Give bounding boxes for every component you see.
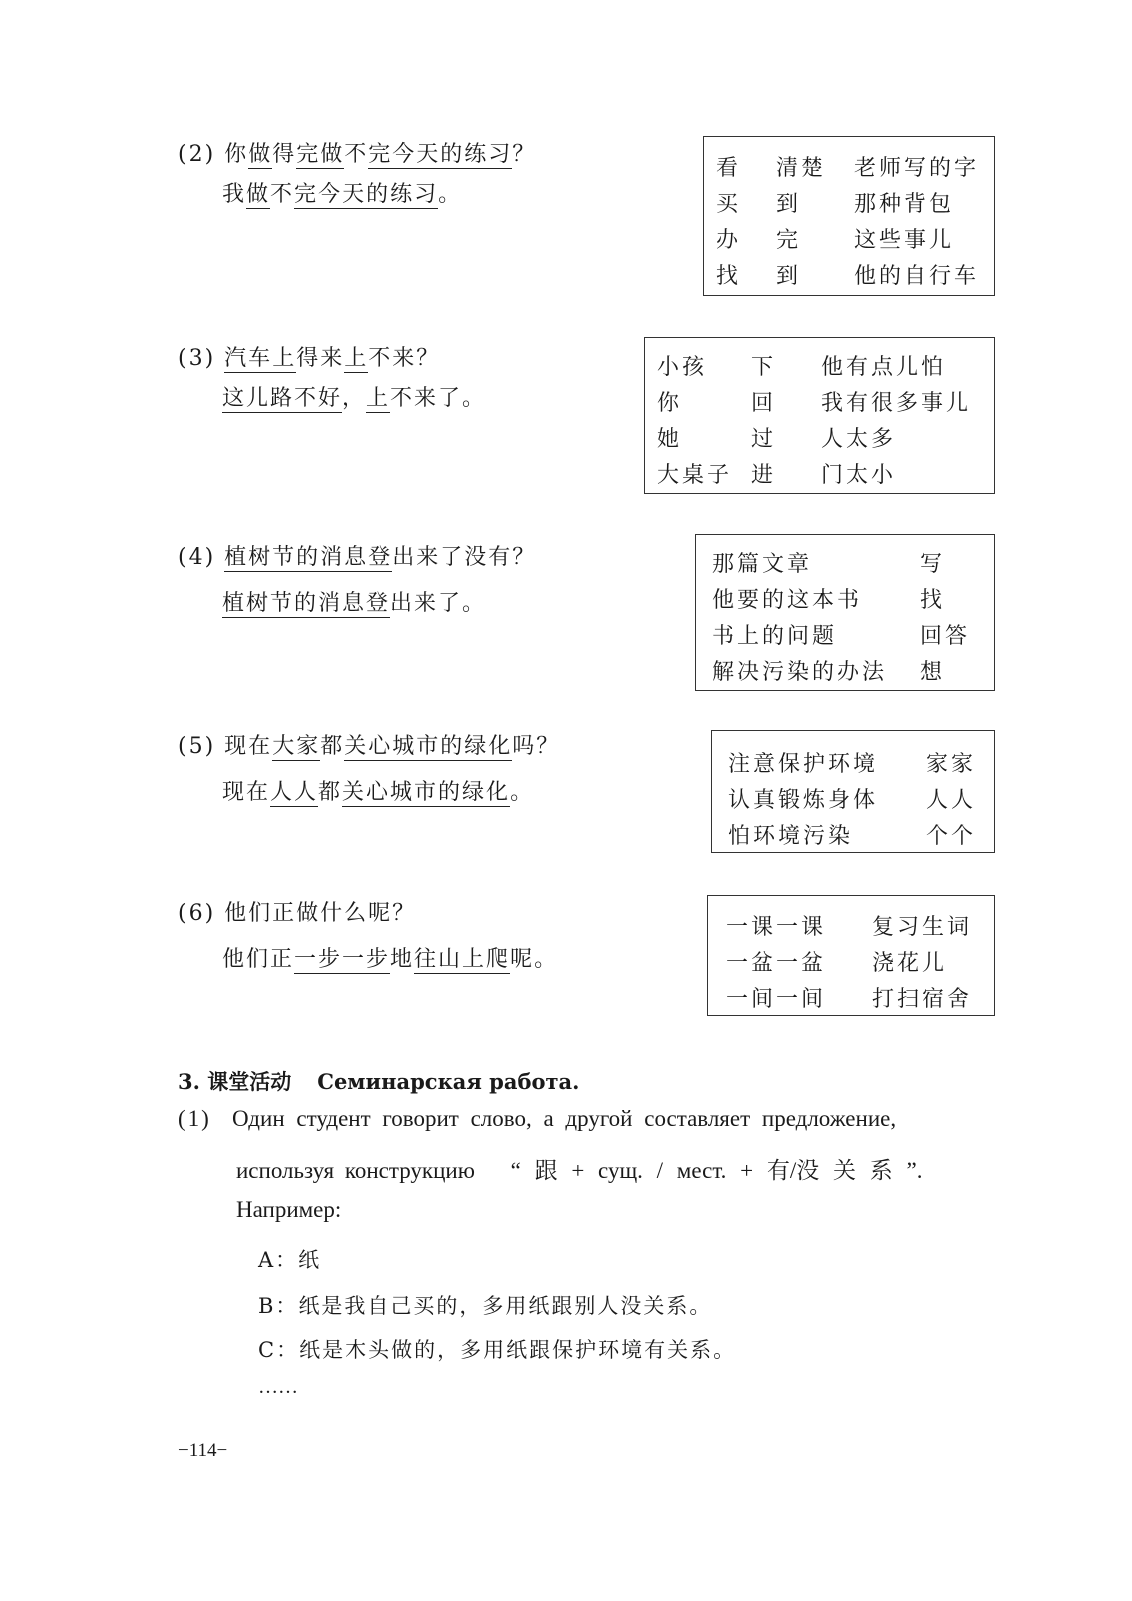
example-line-b: B：纸是我自己买的，多用纸跟别人没关系。 <box>258 1294 713 1318</box>
exercise-5: (5) 现在大家都关心城市的绿化吗？ 现在人人都关心城市的绿化。 <box>178 734 561 805</box>
exercise-number: (4) <box>178 545 216 570</box>
substitution-table-5: 注意保护环境 家家 认真锻炼身体 人人 怕环境污染 个个 <box>711 730 995 853</box>
substitution-table-3: 小孩 下 他有点儿怕 你 回 我有很多事儿 她 过 人太多 大桌子 进 门太小 <box>644 337 995 494</box>
activity-line-1: Один студент говорит слово, а другой составляет предложение, <box>232 1106 897 1131</box>
exercise-3: (3) 汽车上得来上不来？ 这儿路不好，上不来了。 <box>178 346 487 411</box>
example-line-c: C：纸是木头做的，多用纸跟保护环境有关系。 <box>258 1338 737 1362</box>
activity-line-2: используя конструкцию “ 跟 + сущ. / мест. + 有/没 关 系 ”. <box>236 1158 923 1183</box>
example-ellipsis: …… <box>258 1376 298 1398</box>
exercise-number: (2) <box>178 142 216 167</box>
exercise-4: (4) 植树节的消息登出来了没有？ 植树节的消息登出来了。 <box>178 545 537 616</box>
section-title: 3. 课堂活动 Семинарская работа. <box>178 1069 580 1094</box>
substitution-table-4: 那篇文章 写 他要的这本书 找 书上的问题 回答 解决污染的办法 想 <box>695 534 995 691</box>
example-label: Например: <box>236 1197 342 1222</box>
page-number: −114− <box>178 1440 228 1461</box>
exercise-number: (5) <box>178 734 216 759</box>
substitution-table-2: 看 清楚 老师写的字 买 到 那种背包 办 完 这些事儿 找 到 他的自行车 <box>703 136 995 296</box>
exercise-2: (2) 你做得完做不完今天的练习？ 我做不完今天的练习。 <box>178 142 537 207</box>
substitution-table-6: 一课一课 复习生词 一盆一盆 浇花儿 一间一间 打扫宿舍 <box>707 895 995 1016</box>
exercise-number: (3) <box>178 346 216 371</box>
activity-number: (1) <box>178 1106 211 1131</box>
example-line-a: A：纸 <box>258 1248 322 1272</box>
exercise-number: (6) <box>178 901 216 926</box>
exercise-6: (6) 他们正做什么呢？ 他们正一步一步地往山上爬呢。 <box>178 901 559 972</box>
